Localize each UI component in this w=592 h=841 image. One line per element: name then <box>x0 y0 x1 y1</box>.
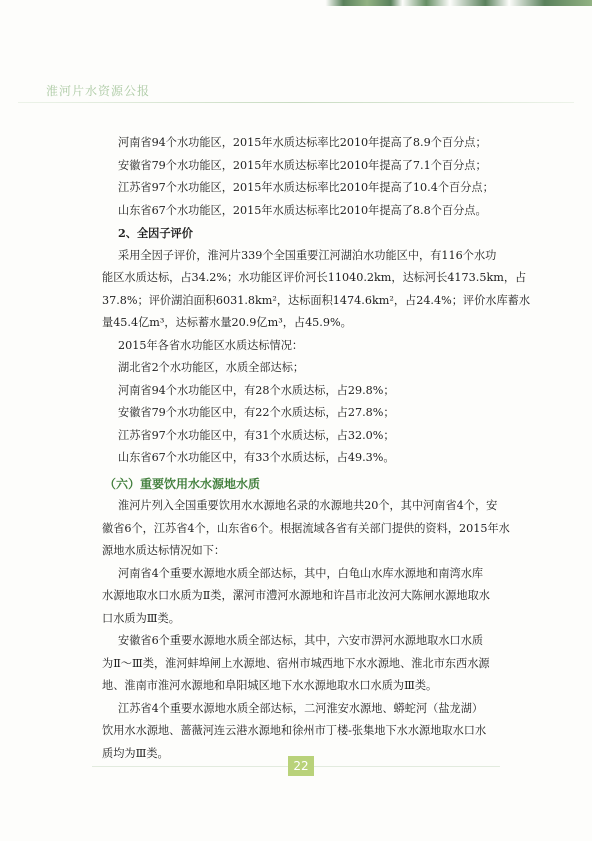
paragraph-line: 饮用水水源地、蔷薇河连云港水源地和徐州市丁楼-张集地下水水源地取水口水 <box>102 724 487 737</box>
section-title: （六）重要饮用水水源地水质 <box>104 476 261 491</box>
text-line: 安徽省79个水功能区，2015年水质达标率比2010年提高了7.1个百分点； <box>118 158 487 172</box>
text-line: 2015年各省水功能区水质达标情况： <box>118 338 304 352</box>
paragraph-line: 口水质为Ⅲ类。 <box>102 611 180 625</box>
paragraph-line: 河南省4个重要水源地水质全部达标，其中，白龟山水库水源地和南湾水库 <box>118 566 484 580</box>
paragraph-line: 徽省6个，江苏省4个，山东省6个。根据流域各省有关部门提供的资料，2015年水 <box>102 521 510 535</box>
paragraph-line: 质均为Ⅲ类。 <box>102 746 169 760</box>
subheading: 2、全因子评价 <box>118 226 193 240</box>
paragraph-line: 37.8%；评价湖泊面积6031.8km²，达标面积1474.6km²，占24.4%；评价水库蓄水 <box>102 293 531 307</box>
paragraph-line: 淮河片列入全国重要饮用水水源地名录的水源地共20个，其中河南省4个，安 <box>118 499 498 512</box>
paragraph-line: 地、淮南市淮河水源地和阜阳城区地下水水源地取水口水质为Ⅲ类。 <box>102 679 438 692</box>
page-number-badge: 22 <box>288 756 314 776</box>
text-line: 江苏省97个水功能区，2015年水质达标率比2010年提高了10.4个百分点； <box>118 181 494 194</box>
page-header <box>0 76 592 106</box>
page-content <box>102 132 531 765</box>
paragraph-line: 能区水质达标，占34.2%；水功能区评价河长11040.2km，达标河长4173.5km，占 <box>102 271 527 284</box>
paragraph-line: 为Ⅱ～Ⅲ类，淮河蚌埠闸上水源地、宿州市城西地下水水源地、淮北市东西水源 <box>102 656 490 670</box>
header-title: 淮河片水资源公报 <box>46 84 151 98</box>
header-divider <box>18 102 574 103</box>
paragraph-line: 源地水质达标情况如下： <box>102 544 226 557</box>
text-line: 江苏省97个水功能区中，有31个水质达标，占32.0%； <box>118 428 395 442</box>
text-line: 山东省67个水功能区，2015年水质达标率比2010年提高了8.8个百分点。 <box>118 203 487 217</box>
paragraph-line: 安徽省6个重要水源地水质全部达标，其中，六安市淠河水源地取水口水质 <box>118 634 484 647</box>
text-line: 河南省94个水功能区，2015年水质达标率比2010年提高了8.9个百分点； <box>118 136 487 149</box>
text-line: 河南省94个水功能区中，有28个水质达标，占29.8%； <box>118 383 395 397</box>
paragraph-line: 采用全因子评价，淮河片339个全国重要江河湖泊水功能区中，有116个水功 <box>118 248 497 262</box>
text-line: 湖北省2个水功能区，水质全部达标； <box>118 361 305 374</box>
text-line: 山东省67个水功能区中，有33个水质达标，占49.3%。 <box>118 451 395 464</box>
paragraph-line: 水源地取水口水质为Ⅱ类，漯河市澧河水源地和许昌市北汝河大陈闸水源地取水 <box>102 589 490 602</box>
paragraph-line: 量45.4亿m³，达标蓄水量20.9亿m³，占45.9%。 <box>102 316 352 329</box>
top-decorative-strip <box>0 0 592 6</box>
text-line: 安徽省79个水功能区中，有22个水质达标，占27.8%； <box>118 406 395 419</box>
paragraph-line: 江苏省4个重要水源地水质全部达标，二河淮安水源地、蟒蛇河（盐龙湖） <box>118 701 484 715</box>
